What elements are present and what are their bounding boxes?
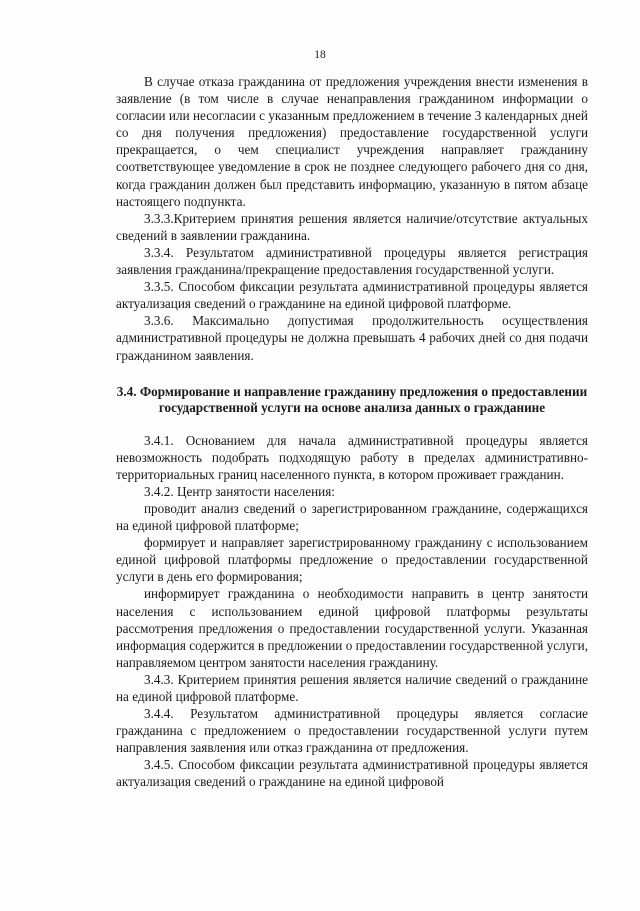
paragraph-3-4-3: 3.4.3. Критерием принятия решения является наличие сведений о гражданине на единой цифровой платформе. [116,671,588,704]
paragraph-3-4-5: 3.4.5. Способом фиксации результата административной процедуры является актуализация сведений о гражданине на единой цифровой [116,757,588,790]
list-item-analysis: проводит анализ сведений о зарегистрированном гражданине, содержащихся на единой цифровой платформе; [116,500,588,534]
paragraph-3-4-2: 3.4.2. Центр занятости населения: [144,483,335,499]
paragraph-3-3-5: 3.3.5. Способом фиксации результата административной процедуры является актуализация сведений о гражданине на единой цифровой платформе. [116,279,588,312]
document-body [116,73,588,791]
paragraph-3-3-3: 3.3.3.Критерием принятия решения является наличие/отсутствие актуальных сведений в заявлении гражданина. [116,210,588,243]
paragraph-3-4-4: 3.4.4. Результатом административной процедуры является согласие гражданина с предложением о предоставлении государственной услуги путем направления заявления или отказ гражданина от предложения. [116,706,588,756]
section-heading-3-4: 3.4. Формирование и направление гражданину предложения о предоставлении государственной услуги на основе анализа данных о гражданине [116,383,588,415]
paragraph-3-3-4: 3.3.4. Результатом административной процедуры является регистрация заявления гражданина/прекращение предоставления государственной услуги. [116,244,588,278]
page-number: 18 [314,49,326,61]
paragraph-3-3-6: 3.3.6. Максимально допустимая продолжительность осуществления административной процедуры не должна превышать 4 рабочих дней со дня подачи гражданином заявления. [116,313,588,363]
paragraph-refusal-text: В случае отказа гражданина от предложения учреждения внести изменения в заявление (в том числе в случае ненаправления гражданином информации о согласии или несогласии с указанным предложением в течение 3 календарных дней со дня получения предложения) предоставление государственной услуги прекращается, о чем специалист учреждения направляет гражданину соответствующее уведомление в срок не позднее следующего рабочего дня со дня, когда гражданин должен был представить информацию, указанную в пятом абзаце настоящего подпункта. [116,74,588,209]
paragraph-3-4-1: 3.4.1. Основанием для начала административной процедуры является невозможность подобрать подходящую работу в пределах административно-территориальных границ населенного пункта, в котором проживает гражданин. [116,432,588,482]
list-item-inform: информирует гражданина о необходимости направить в центр занятости населения с использованием единой цифровой платформы результаты рассмотрения предложения о предоставлении государственной услуги. Указанная информация содержится в предложении о предоставлении государственной услуги, направляемом центром занятости населения гражданину. [116,586,588,670]
list-item-form-offer: формирует и направляет зарегистрированному гражданину с использованием единой цифровой платформы предложение о предоставлении государственной услуги в день его формирования; [116,535,588,585]
